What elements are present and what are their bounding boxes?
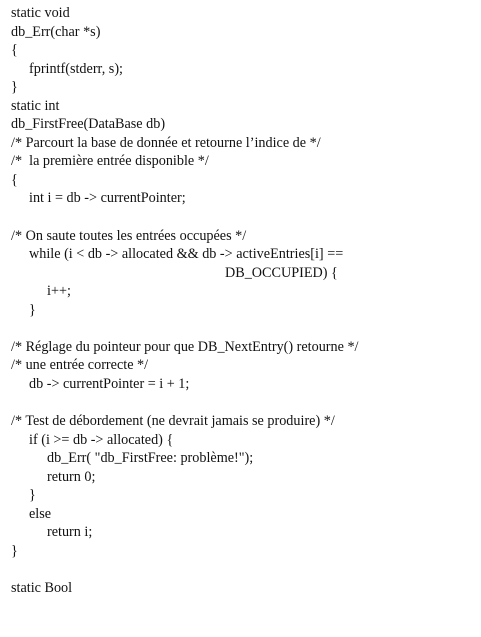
- code-line: return 0;: [47, 468, 96, 485]
- code-line: {: [11, 42, 18, 59]
- code-comment: /* On saute toutes les entrées occupées */: [11, 227, 247, 244]
- code-line: db_Err( "db_FirstFree: problème!");: [47, 450, 254, 467]
- code-line: fprintf(stderr, s);: [29, 60, 123, 77]
- code-line: db_FirstFree(DataBase db): [11, 116, 166, 133]
- code-line: while (i < db -> allocated && db -> activeEntries[i] ==: [29, 246, 344, 263]
- blank-line: [11, 393, 476, 412]
- code-line: i++;: [47, 283, 71, 300]
- code-line: DB_OCCUPIED) {: [225, 264, 338, 281]
- code-listing: [11, 4, 476, 598]
- blank-line: [11, 560, 476, 579]
- code-line: if (i >= db -> allocated) {: [29, 431, 174, 448]
- code-line: return i;: [47, 524, 93, 541]
- code-line: }: [11, 79, 18, 96]
- code-line: int i = db -> currentPointer;: [29, 190, 186, 207]
- code-comment: /* Parcourt la base de donnée et retourne l’indice de */: [11, 134, 321, 151]
- code-comment: /* Réglage du pointeur pour que DB_NextEntry() retourne */: [11, 338, 359, 355]
- code-line: static Bool: [11, 579, 73, 596]
- code-line: db_Err(char *s): [11, 23, 101, 40]
- code-line: }: [11, 542, 18, 559]
- blank-line: [11, 208, 476, 227]
- code-line: else: [29, 505, 52, 522]
- blank-line: [11, 319, 476, 338]
- code-line: db -> currentPointer = i + 1;: [29, 375, 190, 392]
- code-line: static int: [11, 97, 60, 114]
- code-comment: /* la première entrée disponible */: [11, 153, 209, 170]
- code-comment: /* Test de débordement (ne devrait jamais se produire) */: [11, 413, 335, 430]
- code-comment: /* une entrée correcte */: [11, 357, 149, 374]
- code-line: }: [29, 487, 36, 504]
- code-line: static void: [11, 5, 70, 21]
- code-line: }: [29, 301, 36, 318]
- code-line: {: [11, 171, 18, 188]
